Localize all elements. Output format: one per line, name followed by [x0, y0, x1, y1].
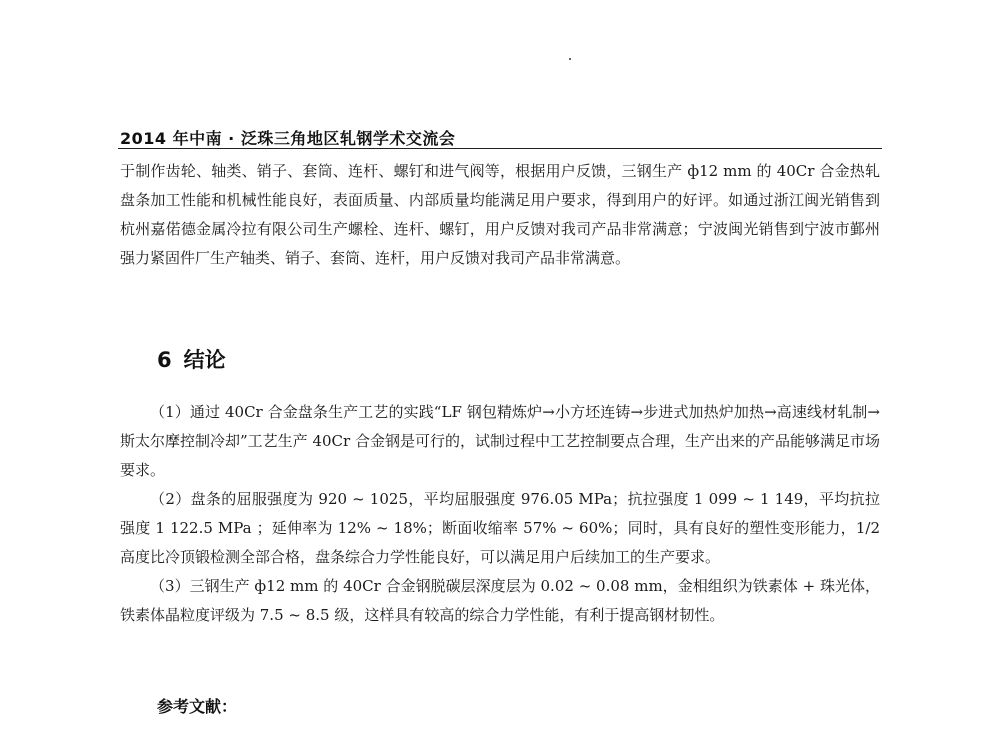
- conclusion-item-3: （3）三钢生产 ф12 mm 的 40Cr 合金钢脱碳层深度层为 0.02 ~ 0.08 mm，金相组织为铁素体 + 珠光体，铁素体晶粒度评级为 7.5 ~ 8.5 级，这样具有较高的综合力学性能，有利于提高钢材韧性。: [120, 577, 880, 624]
- section-title: 结论: [183, 348, 226, 372]
- scan-speck: [569, 58, 571, 60]
- section-number: 6: [157, 348, 172, 372]
- conclusion-item-2: （2）盘条的屈服强度为 920 ~ 1025，平均屈服强度 976.05 MPa；抗拉强度 1 099 ~ 1 149，平均抗拉强度 1 122.5 MPa ；延伸率为 12% ~ 18%；断面收缩率 57% ~ 60%；同时，具有良好的塑性变形能力，1/2 高度比冷顶锻检测全部合格，盘条综合力学性能良好，可以满足用户后续加工的生产要求。: [120, 490, 880, 566]
- references-heading: 参考文献：: [157, 697, 238, 716]
- section-heading: [157, 344, 226, 374]
- conclusion-item-1: （1）通过 40Cr 合金盘条生产工艺的实践“LF 钢包精炼炉→小方坯连铸→步进式加热炉加热→高速线材轧制→斯太尔摩控制冷却”工艺生产 40Cr 合金钢是可行的，试制过程中工艺控制要点合理，生产出来的产品能够满足市场要求。: [120, 403, 880, 479]
- running-header: 2014 年中南 · 泛珠三角地区轧钢学术交流会: [120, 129, 456, 148]
- conclusions-list: [120, 398, 880, 630]
- intro-paragraph: 于制作齿轮、轴类、销子、套筒、连杆、螺钉和进气阀等，根据用户反馈，三钢生产 ф12 mm 的 40Cr 合金热轧盘条加工性能和机械性能良好，表面质量、内部质量均能满足用户要求，得到用户的好评。如通过浙江闽光销售到杭州嘉偌德金属冷拉有限公司生产螺栓、连杆、螺钉，用户反馈对我司产品非常满意；宁波闽光销售到宁波市鄞州强力紧固件厂生产轴类、销子、套筒、连杆，用户反馈对我司产品非常满意。: [120, 162, 880, 267]
- header-rule: [118, 148, 882, 149]
